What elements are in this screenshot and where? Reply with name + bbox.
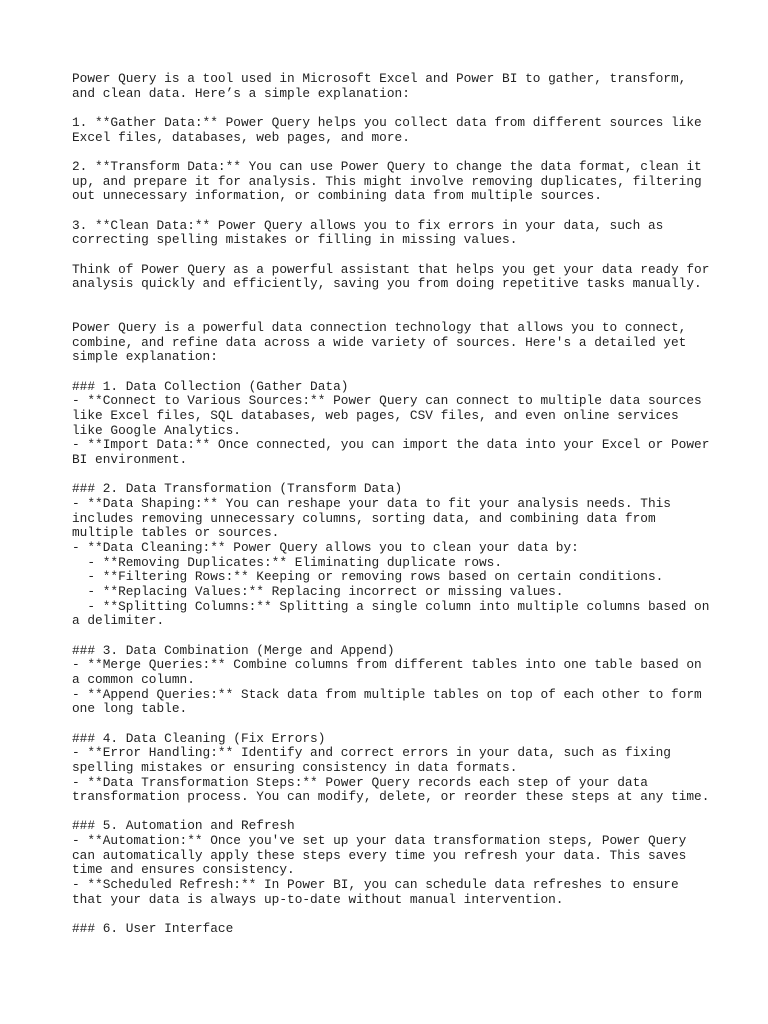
section-heading: ### 3. Data Combination (Merge and Append) <box>72 642 395 658</box>
text-line: Power Query is a powerful data connection technology that allows you to connect, <box>72 320 687 336</box>
text-line: like Excel files, SQL databases, web pages, CSV files, and even online services <box>72 408 679 424</box>
blank-line <box>72 101 709 116</box>
section-heading: ### 4. Data Cleaning (Fix Errors) <box>72 730 326 746</box>
section-heading: ### 2. Data Transformation (Transform Data) <box>72 481 403 497</box>
text-line: - **Merge Queries:** Combine columns from different tables into one table based on <box>72 657 702 673</box>
text-line: correcting spelling mistakes or filling in missing values. <box>72 232 518 248</box>
text-line: Power Query is a tool used in Microsoft Excel and Power BI to gather, transform, <box>72 71 687 86</box>
text-line: Think of Power Query as a powerful assistant that helps you get your data ready for <box>72 261 710 277</box>
text-line: - **Filtering Rows:** Keeping or removing rows based on certain conditions. <box>72 569 664 585</box>
text-line: - **Append Queries:** Stack data from multiple tables on top of each other to form <box>72 686 702 702</box>
text-line: - **Splitting Columns:** Splitting a single column into multiple columns based on <box>72 598 710 614</box>
text-line: 2. **Transform Data:** You can use Power Query to change the data format, clean it <box>72 158 702 174</box>
text-line: 3. **Clean Data:** Power Query allows you to fix errors in your data, such as <box>72 217 664 233</box>
section-heading: ### 5. Automation and Refresh <box>72 818 295 834</box>
text-line: like Google Analytics. <box>72 422 241 438</box>
text-line: 1. **Gather Data:** Power Query helps you collect data from different sources like <box>72 114 702 130</box>
blank-line <box>72 145 709 160</box>
text-line: time and ensures consistency. <box>72 862 295 878</box>
text-line: Excel files, databases, web pages, and more. <box>72 129 410 145</box>
text-line: includes removing unnecessary columns, sorting data, and combining data from <box>72 510 656 526</box>
blank-line <box>72 717 709 732</box>
text-line: simple explanation: <box>72 349 218 365</box>
text-line: out unnecessary information, or combining data from multiple sources. <box>72 188 602 204</box>
text-line: multiple tables or sources. <box>72 525 280 541</box>
text-line: - **Data Cleaning:** Power Query allows you to clean your data by: <box>72 540 579 555</box>
text-line: - **Scheduled Refresh:** In Power BI, you can schedule data refreshes to ensure <box>72 877 679 893</box>
text-line: spelling mistakes or ensuring consistency in data formats. <box>72 759 518 775</box>
document-body <box>72 72 709 937</box>
text-line: up, and prepare it for analysis. This might involve removing duplicates, filtering <box>72 173 702 189</box>
text-line: - **Connect to Various Sources:** Power Query can connect to multiple data sources <box>72 393 702 409</box>
text-line: BI environment. <box>72 452 188 468</box>
blank-line <box>72 365 709 380</box>
text-line: - **Data Transformation Steps:** Power Query records each step of your data <box>72 774 648 790</box>
text-line: transformation process. You can modify, delete, or reorder these steps at any time. <box>72 789 710 805</box>
text-line: and clean data. Here’s a simple explanation: <box>72 85 410 101</box>
text-line: combine, and refine data across a wide variety of sources. Here's a detailed yet <box>72 334 687 350</box>
blank-line <box>72 629 709 644</box>
text-line: one long table. <box>72 701 188 717</box>
blank-line <box>72 292 709 307</box>
text-line: - **Import Data:** Once connected, you can import the data into your Excel or Power <box>72 437 710 453</box>
text-line: - **Replacing Values:** Replacing incorrect or missing values. <box>72 583 564 599</box>
text-line: a delimiter. <box>72 613 165 629</box>
blank-line <box>72 248 709 263</box>
blank-line <box>72 307 709 322</box>
text-line: - **Data Shaping:** You can reshape your data to fit your analysis needs. This <box>72 496 671 512</box>
blank-line <box>72 805 709 820</box>
section-heading: ### 1. Data Collection (Gather Data) <box>72 378 349 394</box>
blank-line <box>72 468 709 483</box>
section-heading: ### 6. User Interface <box>72 921 234 937</box>
blank-line <box>72 204 709 219</box>
blank-line <box>72 907 709 922</box>
text-line: - **Removing Duplicates:** Eliminating duplicate rows. <box>72 554 503 570</box>
text-line: - **Automation:** Once you've set up your data transformation steps, Power Query <box>72 833 687 849</box>
text-line: can automatically apply these steps every time you refresh your data. This saves <box>72 847 687 863</box>
text-line: that your data is always up-to-date without manual intervention. <box>72 891 564 907</box>
text-line: a common column. <box>72 671 195 687</box>
text-line: - **Error Handling:** Identify and correct errors in your data, such as fixing <box>72 745 671 761</box>
text-line: analysis quickly and efficiently, saving you from doing repetitive tasks manually. <box>72 276 702 292</box>
